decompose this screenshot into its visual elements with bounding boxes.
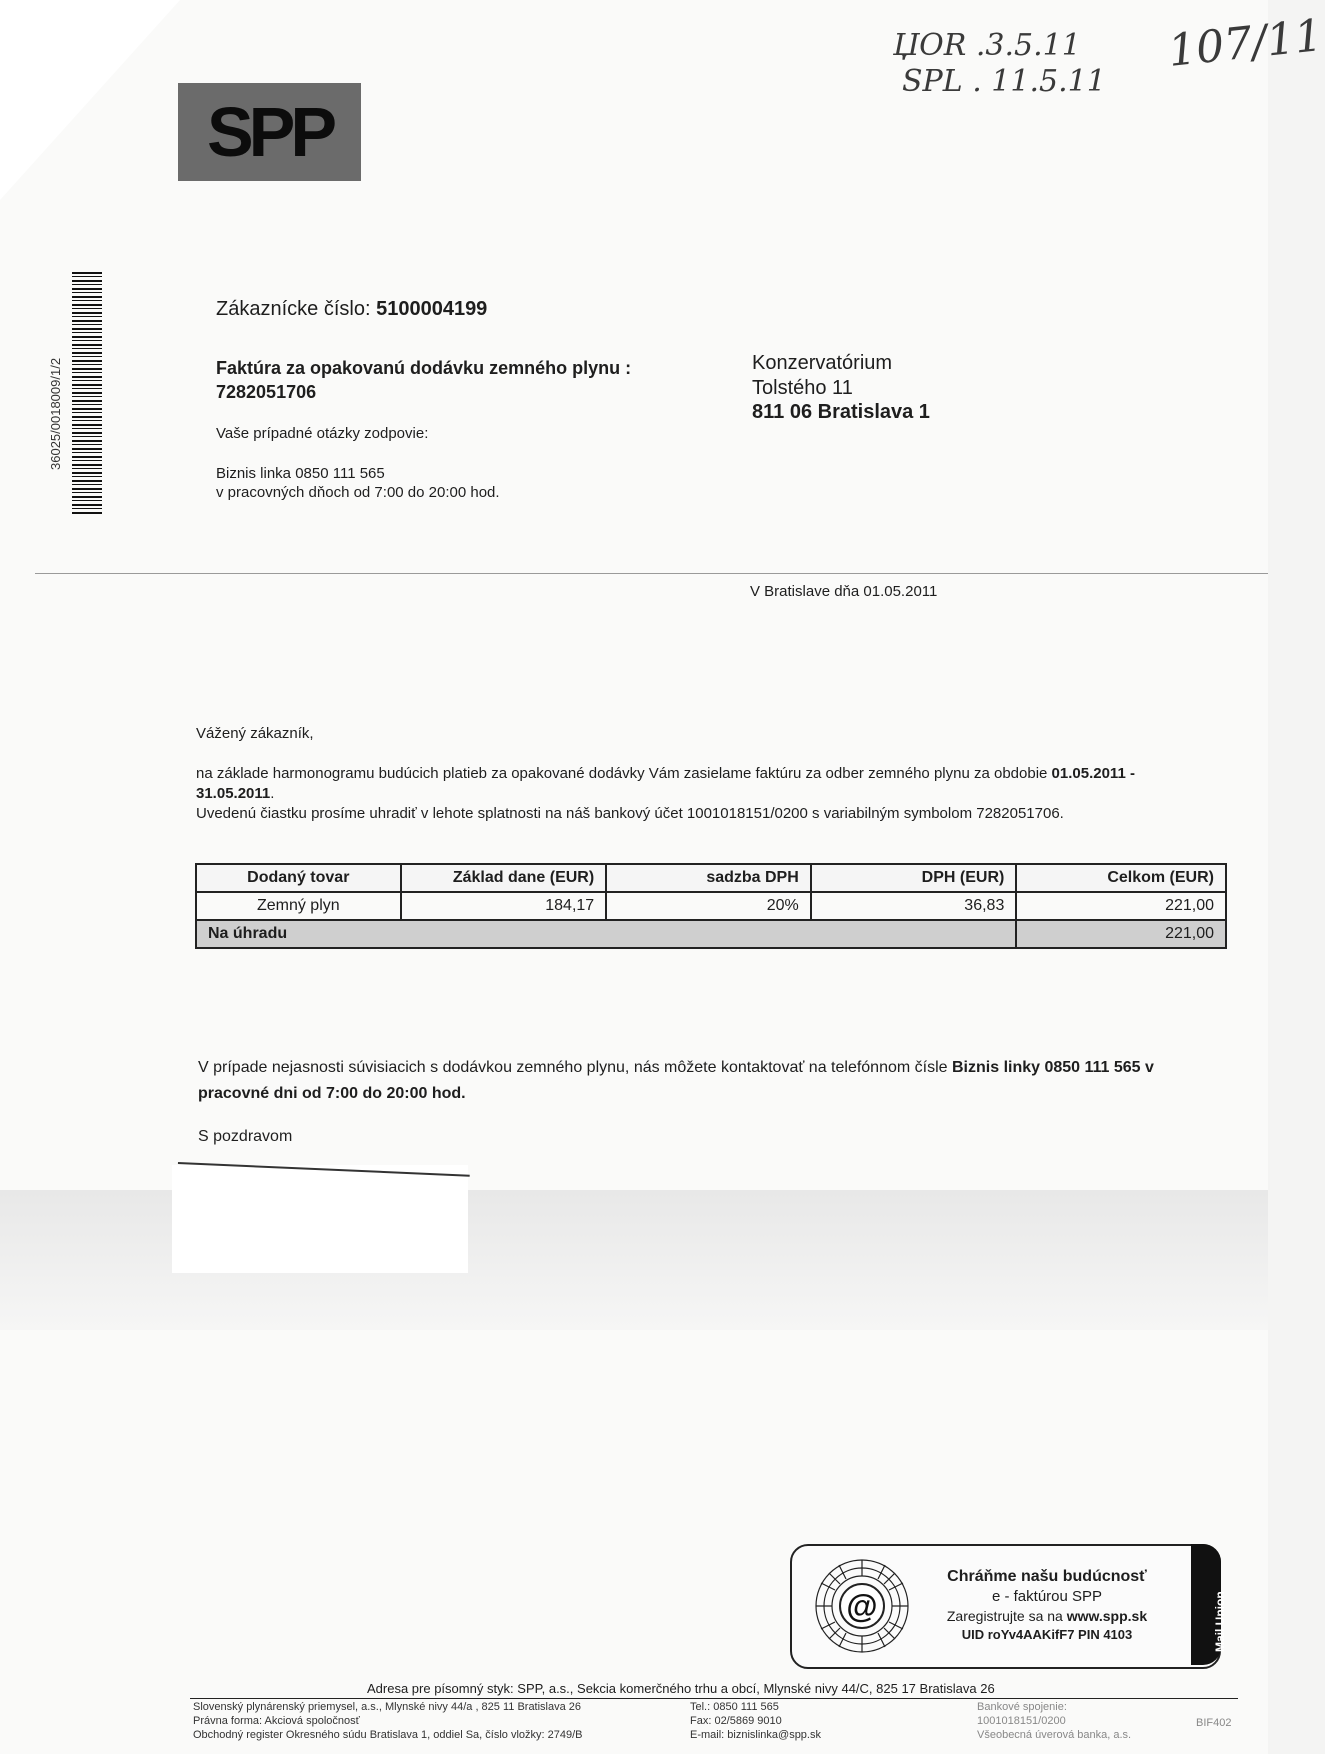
cell-total: 221,00 [1016,892,1226,920]
total-label: Na úhradu [196,920,1016,948]
promo-title: Chráňme našu budúcnosť [947,1568,1147,1585]
footer-bank-label: Bankové spojenie: [977,1701,1067,1713]
business-line: Biznis linka 0850 111 565 [216,465,385,482]
promo-register-line [922,1608,1172,1624]
footer-form-code: BIF402 [1196,1717,1232,1729]
barcode-number: 36025/0018009/1/2 [48,357,63,470]
contact-text: V prípade nejasnosti súvisiacich s dodávkou zemného plynu, nás môžete kontaktovať na telefónnom čísle [198,1059,952,1076]
footer-bank-name: Všeobecná úverová banka, a.s. [977,1729,1132,1741]
recipient-name: Konzervatórium [752,352,893,374]
sunflower-icon [812,1556,912,1656]
promo-subtitle: e - faktúrou SPP [991,1588,1103,1605]
spp-logo-text: SPP [206,93,333,171]
letter-body-line-1 [196,765,1135,782]
col-header-vat-rate: sadzba DPH [606,864,811,892]
mail-union-badge [1191,1544,1227,1665]
invoice-title: Faktúra za opakovanú dodávku zemného plynu : [216,358,632,378]
recipient-street: Tolstého 11 [752,377,853,399]
signature-area [172,1165,468,1273]
period-end: 31.05.2011 [196,785,271,802]
footer-email: E-mail: biznislinka@spp.sk [690,1729,821,1741]
footer-divider [190,1698,1238,1699]
promo-uid-pin: UID roYv4AAKifF7 PIN 4103 [961,1627,1133,1642]
cell-vat: 36,83 [811,892,1017,920]
customer-number: 5100004199 [376,298,488,320]
handwritten-number: 107/11 [1165,10,1325,77]
contact-bold: Biznis linky 0850 111 565 v [952,1059,1154,1076]
footer-bank-account: 1001018151/0200 [977,1715,1066,1727]
handwritten-note-1: ЏOR .3.5.11 [893,28,1081,63]
e-invoice-promo-box [790,1544,1227,1669]
table-total-row [196,920,1226,948]
folded-corner [0,0,180,200]
customer-number-line [216,298,487,321]
total-value: 221,00 [1016,920,1226,948]
fold-line [35,573,1268,574]
letter-body-text-1: na základe harmonogramu budúcich platieb za opakované dodávky Vám zasielame faktúru za odber zemného plynu za obdobie [196,765,1052,782]
footer-address: Adresa pre písomný styk: SPP, a.s., Sekcia komerčného trhu a obcí, Mlynské nivy 44/C, 825 17 Bratislava 26 [367,1681,995,1696]
col-header-tax-base: Základ dane (EUR) [401,864,607,892]
period-end-dot: . [270,785,275,802]
barcode [72,272,102,514]
table-header-row [196,864,1226,892]
footer-register: Obchodný register Okresného súdu Bratislava 1, oddiel Sa, číslo vložky: 2749/B [193,1729,583,1741]
col-header-vat: DPH (EUR) [811,864,1017,892]
table-row [196,892,1226,920]
at-symbol: @ [846,1588,878,1624]
contact-line-2: pracovné dni od 7:00 do 20:00 hod. [198,1085,466,1102]
cell-vat-rate: 20% [606,892,811,920]
customer-label: Zákaznícke číslo: [216,298,371,320]
contact-line-1 [198,1059,1154,1077]
invoice-table [195,863,1227,949]
business-hours: v pracovných dňoch od 7:00 do 20:00 hod. [216,484,500,501]
promo-register-url: www.spp.sk [1066,1608,1148,1624]
footer-fax: Fax: 02/5869 9010 [690,1715,782,1727]
date-line: V Bratislave dňa 01.05.2011 [750,583,938,600]
recipient-city: 811 06 Bratislava 1 [752,401,930,423]
promo-register-text: Zaregistrujte sa na [946,1608,1067,1624]
col-header-total: Celkom (EUR) [1016,864,1226,892]
letter-body-line-2 [196,785,274,802]
cell-goods: Zemný plyn [196,892,401,920]
mail-union-text: Mail Union [1213,1591,1227,1652]
greeting: Vážený zákazník, [196,725,314,742]
footer-company: Slovenský plynárenský priemysel, a.s., Mlynské nivy 44/a , 825 11 Bratislava 26 [193,1701,582,1713]
cell-tax-base: 184,17 [401,892,607,920]
col-header-goods: Dodaný tovar [196,864,401,892]
invoice-number: 7282051706 [216,382,317,402]
footer-phone: Tel.: 0850 111 565 [690,1701,779,1713]
period-start: 01.05.2011 - [1051,765,1135,782]
regards: S pozdravom [198,1128,293,1145]
questions-text: Vaše prípadné otázky zodpovie: [216,425,429,442]
spp-logo [178,83,361,181]
handwritten-note-2: SPL . 11.5.11 [902,64,1106,99]
letter-body-line-3: Uvedenú čiastku prosíme uhradiť v lehote splatnosti na náš bankový účet 1001018151/0200 s variabilným symbolom 7282051706. [196,805,1064,822]
footer-legal-form: Právna forma: Akciová spoločnosť [193,1715,360,1727]
